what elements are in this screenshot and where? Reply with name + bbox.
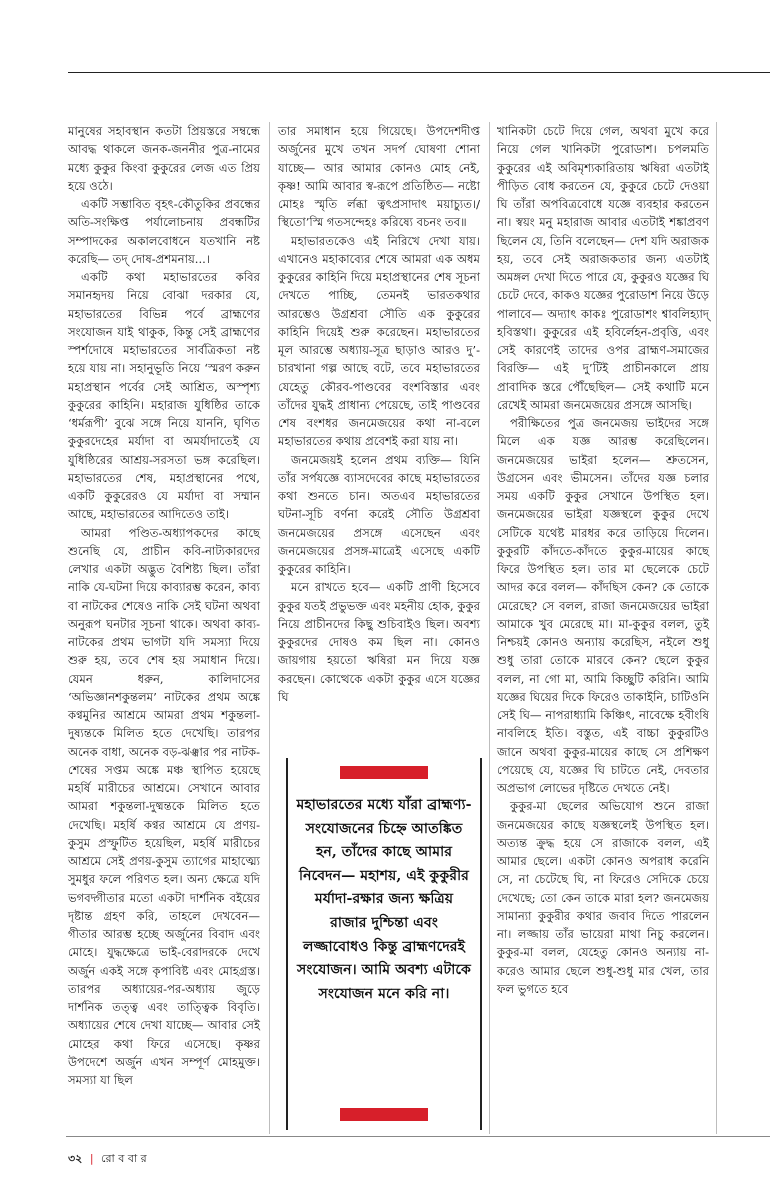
pull-quote-bottom-bar: [340, 1108, 428, 1121]
article-column-3: [497, 122, 709, 998]
pull-quote-top-bar: [340, 766, 428, 779]
paragraph: একটি কথা মহাভারতের কবির সমানহৃদয় নিয়ে বোঝা দরকার যে, মহাভারতের বিভিন্ন পর্বে ব্রাহ্মণের সংযোজন যাই থাকুক, কিন্তু সেই ব্রাহ্মণের স্পর্শদোষে মহাভারতের সার্বত্রিকতা নষ্ট হয়ে যায় না। সহানুভূতি নিয়ে ‘স্মরণ করুন মহাপ্রস্থান পর্বের সেই আশ্রিত, অস্পৃশ্য কুকুরের কাহিনি। মহারাজ যুধিষ্ঠির তাকে ‘ধর্মরূপী’ বুঝে সঙ্গে নিয়ে যাননি, ঘৃণিত কুকুরদেহের মর্যাদা বা অমর্যাদাতেই যে যুধিষ্ঠিরের আশ্রয়-সরসতা ভঙ্গ করেছিল। মহাভারতের শেষ, মহাপ্রস্থানের পথে, একটি কুকুরেরও যে মর্যাদা বা সম্মান আছে, মহাভারতের আদিতেও তাই।: [68, 270, 260, 522]
top-rule: [68, 72, 770, 73]
footer-rule: [66, 1136, 770, 1137]
column-divider: [269, 122, 270, 1134]
pull-quote-text: মহাভারতের মধ্যে যাঁরা ব্রাহ্মণ্য-সংযোজনের চিহ্নে আতঙ্কিত হন, তাঁদের কাছে আমার নিবেদন— মহাশয়, এই কুকুরীর মর্যাদা-রক্ষার জন্য ক্ষত্রিয় রাজার দুশ্চিন্তা এবং লজ্জাবোধও কিন্তু ব্রাহ্মণদেরই সংযোজন। আমি অবশ্য এটাকে সংযোজন মনে করি না।: [296, 797, 472, 1002]
column-divider: [716, 122, 717, 1134]
paragraph: জনমেজয়ই হলেন প্রথম ব্যক্তি— যিনি তাঁর সর্পযজ্ঞে ব্যাসদেবের কাছে মহাভারতের কথা শুনতে চান। অতএব মহাভারতের ঘটনা-সূচি বর্ণনা করেই সৌতি উগ্রশ্রবা জনমেজয়ের প্রসঙ্গে এসেছেন এবং জনমেজয়ের প্রসঙ্গ-মাত্রেই এসেছে একটি কুকুরের কাহিনি।: [278, 452, 480, 576]
paragraph: একটি সম্ভাবিত বৃহৎ-কৌতুকির প্রবন্ধের অতি-সংক্ষিপ্ত পর্যালোচনায় প্রবন্ধটির সম্পাদকের অকালবোধনে যতখানি নষ্ট করেছি— তদ্‌ দোষ-প্রশমনায়...।: [68, 197, 260, 266]
column-divider: [489, 122, 490, 1134]
article-column-2: [278, 122, 480, 706]
footer-separator: |: [89, 1152, 94, 1165]
paragraph: খানিকটা চেটে দিয়ে গেল, অথবা মুখে করে নিয়ে গেল খানিকটা পুরোডাশ। চপলমতি কুকুরের এই অবিমৃশ্যকারিতায় ঋষিরা এতটাই পীড়িত বোধ করতেন যে, কুকুরে চেটে দেওয়া ঘি তাঁরা অপবিত্রবোধে যজ্ঞে ব্যবহার করতেন না। স্বয়ং মনু মহারাজ আবার এতটাই শঙ্কাপ্রবণ ছিলেন যে, তিনি বলেছেন— দেশ যদি অরাজক হয়, তবে সেই অরাজকতার জন্য এতটাই অমঙ্গল দেখা দিতে পারে যে, কুকুরও যজ্ঞের ঘি চেটে দেবে, কাকও যজ্ঞের পুরোডাশ নিয়ে উড়ে পালাবে— অদ্যাৎ কাকঃ পুরোডাশং শ্বাবলিহ্যাদ্ হবিস্তথা। কুকুরের এই হবির্লেহন-প্রবৃত্তি, এবং সেই কারণেই তাদের ওপর ব্রাহ্মণ-সমাজের বিরক্তি— এই দু’টিই প্রাচীনকালে প্রায় প্রাবাদিক স্তরে পৌঁছেছিল— সেই কথাটি মনে রেখেই আমরা জনমেজয়ের প্রসঙ্গে আসছি।: [497, 124, 709, 412]
paragraph: আমরা পণ্ডিত-অধ্যাপকদের কাছে শুনেছি যে, প্রাচীন কবি-নাট্যকারদের লেখার একটা অদ্ভুত বৈশিষ্ট্য ছিল। তাঁরা নাকি যে-ঘটনা দিয়ে কাব্যারম্ভ করেন, কাব্য বা নাটকের শেষেও নাকি সেই ঘটনা অথবা অনুরূপ ঘনটার সূচনা থাকে। অথবা কাব্য-নাটকের প্রথম ভাগটা যদি সমস্যা দিয়ে শুরু হয়, তবে শেষ হয় সমাধান দিয়ে। যেমন ধরুন, কালিদাসের ‘অভিজ্ঞানশকুন্তলম’ নাটকের প্রথম অঙ্কে কণ্বমুনির আশ্রমে আমরা প্রথম শকুন্তলা-দুষ্যন্তকে মিলিত হতে দেখেছি। তারপর অনেক বাধা, অনেক বড়-ঝঞ্ঝার পর নাটক-শেষের সপ্তম অঙ্কে মঞ্চ স্থাপিত হয়েছে মহর্ষি মারীচের আশ্রমে। সেখানে আবার আমরা শকুন্তলা-দুষ্মন্তকে মিলিত হতে দেখেছি। মহর্ষি কণ্বর আশ্রমে যে প্রণয়-কুসুম প্রস্ফুটিত হয়েছিল, মহর্ষি মারীচের আশ্রমে সেই প্রণয়-কুসুম ত্যাগের মাহাত্ম্যে সুমধুর ফলে পরিণত হল। অন্য ক্ষেত্রে যদি ভগবদ্গীতার মতো একটা দার্শনিক বইয়ের দৃষ্টান্ত গ্রহণ করি, তাহলে দেখবেন— গীতার আরম্ভ হচ্ছে অর্জুনের বিবাদ এবং মোহে। যুদ্ধক্ষেত্রে ভাই-বেরাদরকে দেখে অর্জুন একই সঙ্গে কৃপাবিষ্ট এবং মোহগ্রস্ত। তারপর অধ্যায়ের-পর-অধ্যায় জুড়ে দার্শনিক তত্ত্ব এবং তাত্ত্বিক বিবৃতি। অধ্যায়ের শেষে দেখা যাচ্ছে— আবার সেই মোহের কথা ফিরে এসেছে। কৃষ্ণর উপদেশে অর্জুন এখন সম্পূর্ণ মোহমুক্ত। সমস্যা যা ছিল: [68, 525, 260, 1087]
pull-quote: [286, 758, 482, 1130]
page-number: ৩২: [68, 1152, 83, 1165]
paragraph: পরীক্ষিতের পুত্র জনমেজয় ভাইদের সঙ্গে মিলে এক যজ্ঞ আরম্ভ করেছিলেন। জনমেজয়ের ভাইরা হলেন— শ্রুতসেন, উগ্রসেন এবং ভীমসেন। তাঁদের যজ্ঞ চলার সময় একটি কুকুর সেখানে উপস্থিত হল। জনমেজয়ের ভাইরা যজ্ঞস্থলে কুকুর দেখে সেটিকে যথেষ্ট মারধর করে তাড়িয়ে দিলেন। কুকুরটি কাঁদতে-কাঁদতে কুকুর-মায়ের কাছে ফিরে উপস্থিত হল। তার মা ছেলেকে চেটে আদর করে বলল— কাঁদছিস কেন? কে তোকে মেরেছে? সে বলল, রাজা জনমেজয়ের ভাইরা আমাকে খুব মেরেছে মা। মা-কুকুর বলল, তুই নিশ্চয়ই কোনও অন্যায় করেছিস, নইলে শুধু শুধু তারা তোকে মারবে কেন? ছেলে কুকুর বলল, না গো মা, আমি কিচ্ছুটি করিনি। আমি যজ্ঞের ঘিয়ের দিকে ফিরেও তাকাইনি, চাটিওনি সেই ঘি— নাপরাধ্যামি কিঞ্চিৎ, নাবেক্ষে হবীংষি নাবলিহে ইতি। বস্তুত, এই বাচ্চা কুকুরটিও জানে অথবা কুকুর-মায়ের কাছে সে প্রশিক্ষণ পেয়েছে যে, যজ্ঞের ঘি চাটতে নেই, দেবতার অপ্রভাগ লোভের দৃষ্টিতে দেখতে নেই।: [497, 416, 709, 795]
article-column-1: [68, 122, 260, 1089]
page-footer: [68, 1150, 147, 1169]
paragraph: মনে রাখতে হবে— একটি প্রাণী হিসেবে কুকুর যতই প্রভুভক্ত এবং মহনীয় হোক, কুকুর নিয়ে প্রাচীনদের কিছু শুচিবাইও ছিল। অবশ্য কুকুরদের দোষও কম ছিল না। কোনও জায়গায় হয়তো ঋষিরা মন দিয়ে যজ্ঞ করছেন। কোত্থেকে একটা কুকুর এসে যজ্ঞের ঘি: [278, 580, 480, 704]
paragraph: মানুষের সহাবস্থান কতটা প্রিয়স্তরে সম্বন্ধে আবদ্ধ থাকলে জনক-জননীর পুত্র-নামের মধ্যে কুকুর কিংবা কুকুরের লেজ এত প্রিয় হয়ে ওঠে।: [68, 124, 260, 193]
paragraph: কুকুর-মা ছেলের অভিযোগ শুনে রাজা জনমেজয়ের কাছে যজ্ঞস্থলেই উপস্থিত হল। অত্যন্ত ক্রুদ্ধ হয়ে সে রাজাকে বলল, এই আমার ছেলে। একটা কোনও অপরাধ করেনি সে, না চেটেছে ঘি, না ফিরেও সেদিকে চেয়ে দেখেছে; তো কেন তাকে মারা হল? জনমেজয় সামান্যা কুকুরীর কথার জবাব দিতে পারলেন না। লজ্জায় তাঁর ভায়েরা মাথা নিচু করলেন। কুকুর-মা বলল, যেহেতু কোনও অন্যায় না-করেও আমার ছেলে শুধু-শুধু মার খেল, তার ফল ভুগতে হবে: [497, 799, 709, 996]
paragraph: মহাভারতকেও এই নিরিখে দেখা যায়। এখানেও মহাকাব্যের শেষে আমরা এক অধম কুকুরের কাহিনি দিয়ে মহাপ্রস্থানের শেষ সূচনা দেখতে পাচ্ছি, তেমনই ভারতকথার আরম্ভেও উগ্রশ্রবা সৌতি এক কুকুরের কাহিনি দিয়েই শুরু করেছেন। মহাভারতের মূল আরম্ভে অধ্যায়-সূত্র ছাড়াও আরও দু’-চারখানা গল্প আছে বটে, তবে মহাভারতের যেহেতু কৌরব-পাণ্ডবের বংশবিস্তার এবং তাঁদের যুদ্ধই প্রাধান্য পেয়েছে, তাই পাণ্ডবের শেষ বংশধর জনমেজয়ের কথা না-বলে মহাভারতের কথায় প্রবেশই করা যায় না।: [278, 233, 480, 449]
magazine-name: রো ব বা র: [101, 1152, 147, 1165]
paragraph: তার সমাধান হয়ে গিয়েছে। উপদেশদীপ্ত অর্জুনের মুখে তখন সদর্প ঘোষণা শোনা যাচ্ছে— আর আমার কোনও মোহ নেই, কৃষ্ণ! আমি আবার স্ব-রূপে প্রতিষ্ঠিত— নষ্টো মোহঃ স্মৃতি র্লব্ধা ত্বৎপ্রসাদাৎ ময়াচ্যুত।/ স্থিতো’স্মি গতসন্দেহঃ করিষ্যে বচনং তব॥: [278, 124, 480, 230]
